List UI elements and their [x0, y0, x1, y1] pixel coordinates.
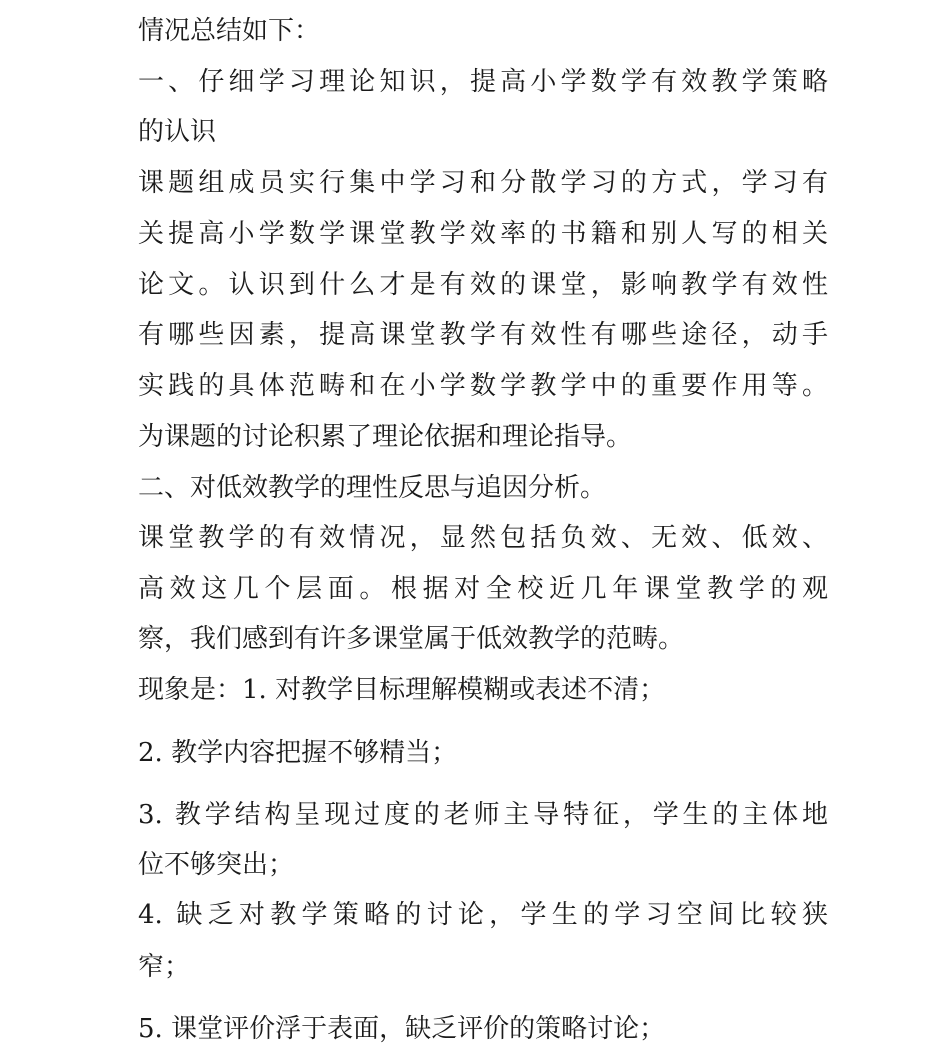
text-line: 课堂教学的有效情况，显然包括负效、无效、低效、 — [138, 523, 828, 553]
list-item: 窄； — [138, 952, 191, 982]
text-line: 察，我们感到有许多课堂属于低效教学的范畴。 — [138, 624, 685, 654]
section-heading: 二、对低效教学的理性反思与追因分析。 — [138, 473, 607, 503]
list-item: 4. 缺乏对教学策略的讨论，学生的学习空间比较狭 — [138, 900, 828, 930]
list-item: 3. 教学结构呈现过度的老师主导特征，学生的主体地 — [138, 800, 828, 830]
text-line: 情况总结如下： — [138, 16, 321, 46]
text-line: 为课题的讨论积累了理论依据和理论指导。 — [138, 422, 633, 452]
text-line: 高效这几个层面。根据对全校近几年课堂教学的观 — [138, 574, 828, 604]
text-line: 论文。认识到什么才是有效的课堂，影响教学有效性 — [138, 270, 828, 300]
list-item: 5. 课堂评价浮于表面，缺乏评价的策略讨论； — [138, 1014, 666, 1044]
text-line: 实践的具体范畴和在小学数学教学中的重要作用等。 — [138, 371, 828, 401]
text-line: 关提高小学数学课堂教学效率的书籍和别人写的相关 — [138, 219, 828, 249]
text-line: 课题组成员实行集中学习和分散学习的方式，学习有 — [138, 168, 828, 198]
text-line: 有哪些因素，提高课堂教学有效性有哪些途径，动手 — [138, 320, 828, 350]
list-item: 2. 教学内容把握不够精当； — [138, 738, 458, 768]
text-line: 现象是：1. 对教学目标理解模糊或表述不清； — [138, 675, 666, 705]
section-heading: 一、仔细学习理论知识，提高小学数学有效教学策略 — [138, 67, 828, 97]
section-heading: 的认识 — [138, 117, 217, 147]
list-item: 位不够突出； — [138, 850, 295, 880]
